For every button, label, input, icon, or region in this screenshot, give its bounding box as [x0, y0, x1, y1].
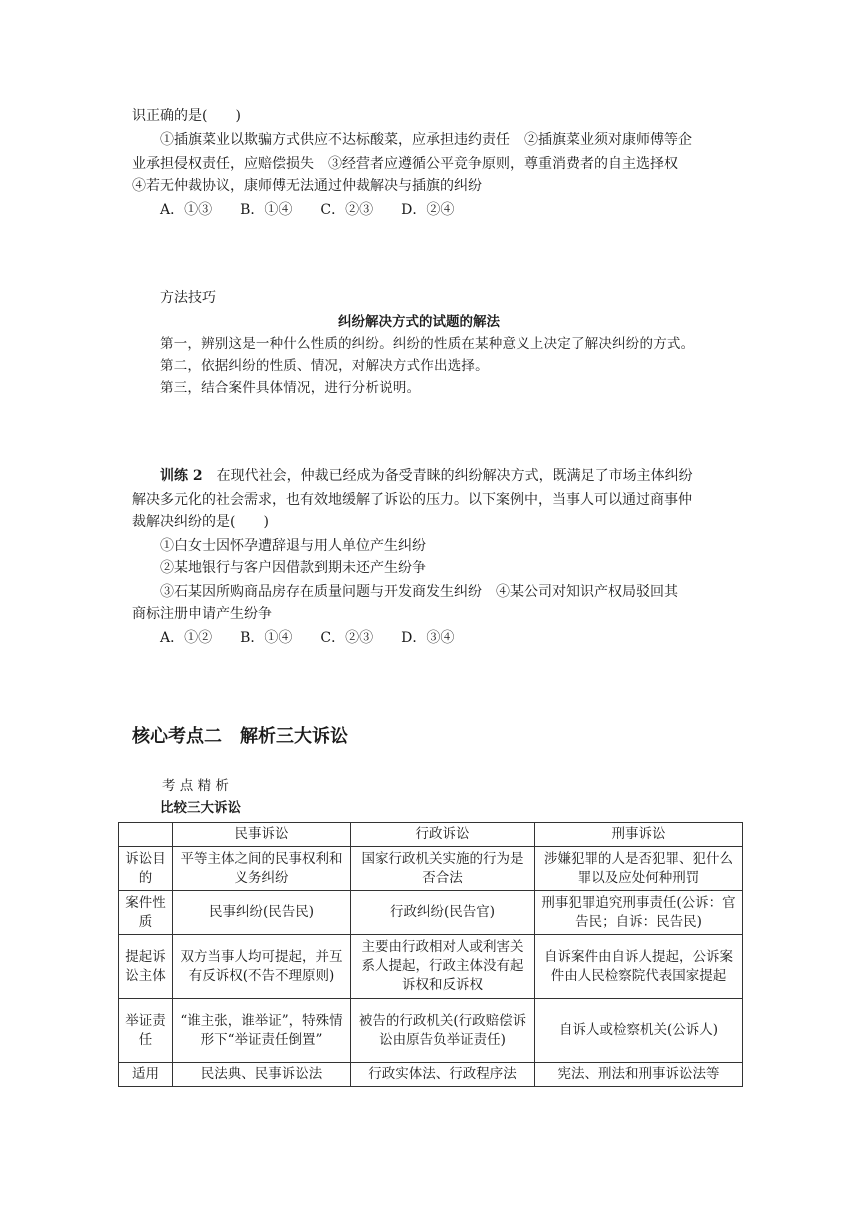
row-label: 适用: [119, 1063, 173, 1087]
table-cell: 自诉案件由自诉人提起，公诉案件由人民检察院代表国家提起: [535, 935, 743, 999]
row-label: 诉讼目的: [119, 847, 173, 891]
q2-stem-3: 裁解决纠纷的是( ): [132, 514, 269, 530]
table-cell: 国家行政机关实施的行为是否合法: [351, 847, 535, 891]
q2-label: 训练 2: [160, 468, 203, 484]
method-label: 方法技巧: [160, 290, 216, 306]
table-cell: 被告的行政机关(行政赔偿诉讼由原告负举证责任): [351, 999, 535, 1063]
table-cell: 宪法、刑法和刑事诉讼法等: [535, 1063, 743, 1087]
q1-line-2: 业承担侵权责任，应赔偿损失 ③经营者应遵循公平竞争原则，尊重消费者的自主选择权: [132, 156, 678, 172]
q1-stem-tail: 识正确的是( ): [132, 108, 241, 124]
comparison-table: [118, 822, 743, 1087]
row-label: 案件性质: [119, 891, 173, 935]
section-title: 核心考点二 解析三大诉讼: [132, 726, 348, 747]
section-subtitle: 考 点 精 析: [162, 778, 229, 794]
table-cell: 民事纠纷(民告民): [173, 891, 351, 935]
table-row: [119, 999, 743, 1063]
q2-item-4: 商标注册申请产生纷争: [132, 606, 272, 622]
table-header-row: [119, 823, 743, 847]
table-title: 比较三大诉讼: [160, 800, 241, 816]
header-cell-civil: 民事诉讼: [173, 823, 351, 847]
table-row: [119, 891, 743, 935]
q2-option-c: C．②③: [320, 630, 374, 646]
row-label: 举证责任: [119, 999, 173, 1063]
table-cell: 双方当事人均可提起，并互有反诉权(不告不理原则): [173, 935, 351, 999]
q1-option-d: D．②④: [401, 202, 455, 218]
q1-option-b: B．①④: [240, 202, 293, 218]
q1-option-a: A．①③: [160, 202, 213, 218]
table-cell: 平等主体之间的民事权利和义务纠纷: [173, 847, 351, 891]
table-row: [119, 847, 743, 891]
q2-option-a: A．①②: [160, 630, 213, 646]
header-cell-corner: [119, 823, 173, 847]
table-cell: 刑事犯罪追究刑事责任(公诉：官告民；自诉：民告民): [535, 891, 743, 935]
q2-stem-2: 解决多元化的社会需求，也有效地缓解了诉讼的压力。以下案例中，当事人可以通过商事仲: [132, 492, 692, 508]
q1-options: [160, 200, 482, 220]
q2-option-d: D．③④: [401, 630, 455, 646]
q2-options: [160, 628, 482, 648]
method-step-2: 第二，依据纠纷的性质、情况，对解决方式作出选择。: [160, 358, 489, 374]
method-step-3: 第三，结合案件具体情况，进行分析说明。: [160, 380, 421, 396]
table-cell: 自诉人或检察机关(公诉人): [535, 999, 743, 1063]
table-cell: “谁主张，谁举证”，特殊情形下“举证责任倒置”: [173, 999, 351, 1063]
method-step-1: 第一，辨别这是一种什么性质的纠纷。纠纷的性质在某种意义上决定了解决纠纷的方式。: [160, 336, 695, 352]
q2-item-2: ②某地银行与客户因借款到期未还产生纷争: [160, 560, 426, 576]
table-cell: 行政纠纷(民告官): [351, 891, 535, 935]
header-cell-administrative: 行政诉讼: [351, 823, 535, 847]
table-cell: 涉嫌犯罪的人是否犯罪、犯什么罪以及应处何种刑罚: [535, 847, 743, 891]
table-cell: 民法典、民事诉讼法: [173, 1063, 351, 1087]
q2-line-1: [160, 466, 693, 486]
q2-stem-1: 在现代社会，仲裁已经成为备受青睐的纠纷解决方式，既满足了市场主体纠纷: [216, 468, 693, 484]
table-row: [119, 935, 743, 999]
table-cell: 主要由行政相对人或利害关系人提起，行政主体没有起诉权和反诉权: [351, 935, 535, 999]
q2-item-3: ③石某因所购商品房存在质量问题与开发商发生纠纷 ④某公司对知识产权局驳回其: [160, 584, 678, 600]
q2-option-b: B．①④: [240, 630, 293, 646]
q2-item-1: ①白女士因怀孕遭辞退与用人单位产生纠纷: [160, 538, 426, 554]
table-cell: 行政实体法、行政程序法: [351, 1063, 535, 1087]
q1-line-3: ④若无仲裁协议，康师傅无法通过仲裁解决与插旗的纠纷: [132, 178, 482, 194]
method-title: 纠纷解决方式的试题的解法: [338, 314, 500, 330]
q1-line-1: ①插旗菜业以欺骗方式供应不达标酸菜，应承担违约责任 ②插旗菜业须对康师傅等企: [160, 132, 692, 148]
q1-option-c: C．②③: [320, 202, 374, 218]
table-row: [119, 1063, 743, 1087]
header-cell-criminal: 刑事诉讼: [535, 823, 743, 847]
row-label: 提起诉讼主体: [119, 935, 173, 999]
